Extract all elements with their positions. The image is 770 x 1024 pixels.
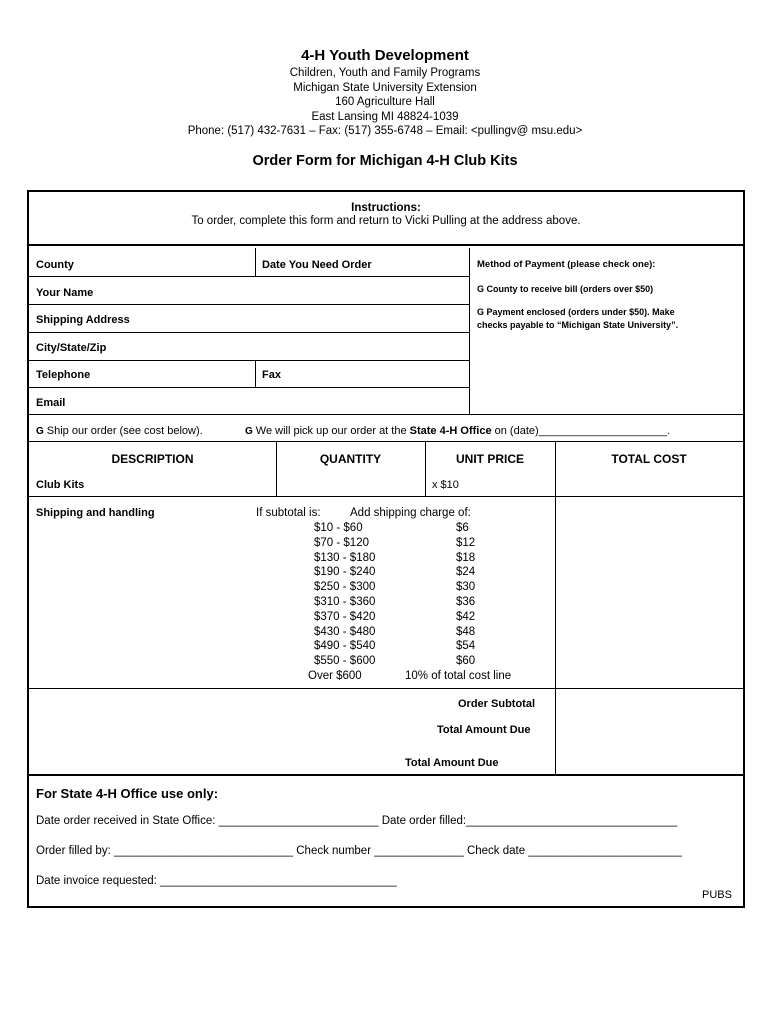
divider	[255, 360, 256, 387]
shipping-rate-charge: $18	[456, 551, 476, 564]
divider	[29, 360, 469, 361]
form-title: Order Form for Michigan 4-H Club Kits	[252, 153, 518, 169]
instructions-heading: Instructions:	[351, 202, 421, 214]
divider	[29, 496, 743, 497]
checkbox-icon[interactable]: G	[245, 426, 253, 437]
org-title: 4-H Youth Development	[301, 47, 469, 64]
date-need-field[interactable]: Date You Need Order	[262, 259, 372, 271]
col-header-unit-price: UNIT PRICE	[455, 452, 524, 466]
instructions-box	[27, 190, 745, 246]
payment-option-label-cont: checks payable to “Michigan State University”.	[477, 319, 679, 330]
shipping-rate-range: $310 - $360	[314, 596, 376, 608]
shipping-rate-charge: $42	[456, 610, 476, 623]
instructions-text: To order, complete this form and return to Vicki Pulling at the address above.	[191, 215, 581, 227]
org-subtitle: Children, Youth and Family Programs	[289, 67, 481, 79]
payment-option-county-bill[interactable]	[477, 283, 653, 296]
fax-field[interactable]: Fax	[262, 369, 281, 381]
shipping-rate-range: $10 - $60	[314, 522, 363, 534]
shipping-rate-charge: $24	[456, 566, 476, 579]
checkbox-icon[interactable]: G	[477, 284, 485, 294]
add-charge-label: Add shipping charge of:	[350, 507, 471, 519]
county-field[interactable]: County	[36, 259, 74, 271]
shipping-address-field[interactable]: Shipping Address	[36, 314, 130, 326]
divider	[29, 441, 743, 442]
divider	[27, 774, 745, 776]
divider	[29, 332, 469, 333]
divider	[555, 441, 556, 775]
checkbox-icon[interactable]: G	[477, 307, 485, 317]
divider	[29, 414, 743, 415]
your-name-field[interactable]: Your Name	[36, 287, 94, 299]
if-subtotal-label: If subtotal is:	[256, 507, 321, 519]
telephone-field[interactable]: Telephone	[36, 369, 91, 381]
pickup-label-pre: We will pick up our order at the	[255, 425, 410, 437]
shipping-rate-range: $370 - $420	[314, 610, 376, 623]
pickup-date-blank[interactable]: on (date)_____________________.	[491, 425, 671, 437]
shipping-rate-range: $430 - $480	[314, 625, 376, 638]
payment-option-enclosed[interactable]	[477, 306, 678, 331]
payment-option-label: Payment enclosed (orders under $50). Make	[486, 307, 675, 317]
divider	[29, 276, 469, 277]
shipping-rate-charge: $12	[456, 536, 476, 549]
org-contact: Phone: (517) 432-7631 – Fax: (517) 355-6748 – Email: <pullingv@ msu.edu>	[187, 125, 583, 137]
shipping-label: Shipping and handling	[36, 507, 155, 519]
club-kits-unit-price: x $10	[432, 479, 459, 491]
shipping-rate-charge: $30	[456, 581, 476, 594]
office-invoice-line[interactable]: Date invoice requested: _____________________________________	[36, 875, 397, 887]
order-subtotal-label: Order Subtotal	[458, 698, 536, 710]
pubs-label: PUBS	[702, 889, 732, 901]
office-order-filled-line[interactable]: Order filled by: ____________________________ Check number ______________ Check date ________________________	[36, 845, 682, 857]
shipping-rate-charge: $48	[456, 625, 476, 638]
shipping-rate-range: $250 - $300	[314, 581, 376, 594]
email-field[interactable]: Email	[36, 397, 66, 409]
over-600-charge: 10% of total cost line	[405, 670, 512, 682]
shipping-rate-charge: $36	[456, 596, 476, 608]
col-header-quantity: QUANTITY	[319, 452, 382, 466]
ship-order-option[interactable]	[36, 425, 203, 437]
shipping-rate-range: $490 - $540	[314, 640, 376, 653]
payment-option-label: County to receive bill (orders over $50)	[486, 284, 654, 294]
shipping-rate-range: $130 - $180	[314, 551, 376, 564]
divider	[276, 441, 277, 496]
divider	[29, 304, 469, 305]
office-use-title: For State 4-H Office use only:	[36, 786, 219, 801]
ship-order-label: Ship our order (see cost below).	[46, 425, 203, 437]
shipping-rate-range: $190 - $240	[314, 566, 376, 579]
divider	[469, 248, 470, 414]
divider	[425, 441, 426, 496]
shipping-rate-charge: $6	[456, 522, 469, 534]
total-amount-due-label-2: Total Amount Due	[405, 757, 499, 769]
pickup-order-option[interactable]	[245, 425, 670, 437]
col-header-description: DESCRIPTION	[111, 452, 194, 466]
org-address-street: 160 Agriculture Hall	[335, 96, 435, 108]
office-date-received-line[interactable]: Date order received in State Office: _________________________ Date order filled:_________________________________	[36, 815, 678, 827]
divider	[29, 387, 469, 388]
org-address-city: East Lansing MI 48824-1039	[311, 110, 459, 123]
total-amount-due-label: Total Amount Due	[437, 724, 531, 736]
divider	[255, 248, 256, 276]
shipping-rate-charge: $54	[456, 640, 476, 653]
club-kits-label: Club Kits	[36, 479, 85, 491]
city-state-zip-field[interactable]: City/State/Zip	[36, 342, 107, 354]
checkbox-icon[interactable]: G	[36, 426, 44, 437]
divider	[29, 688, 743, 689]
over-600-range: Over $600	[308, 670, 362, 682]
shipping-rate-range: $550 - $600	[314, 655, 376, 668]
payment-heading: Method of Payment (please check one):	[477, 259, 656, 270]
shipping-rate-range: $70 - $120	[314, 536, 369, 549]
col-header-total-cost: TOTAL COST	[611, 452, 687, 466]
pickup-office-name: State 4-H Office	[409, 425, 492, 437]
org-university: Michigan State University Extension	[293, 81, 477, 94]
shipping-rate-charge: $60	[456, 655, 476, 668]
page-header	[0, 46, 770, 139]
